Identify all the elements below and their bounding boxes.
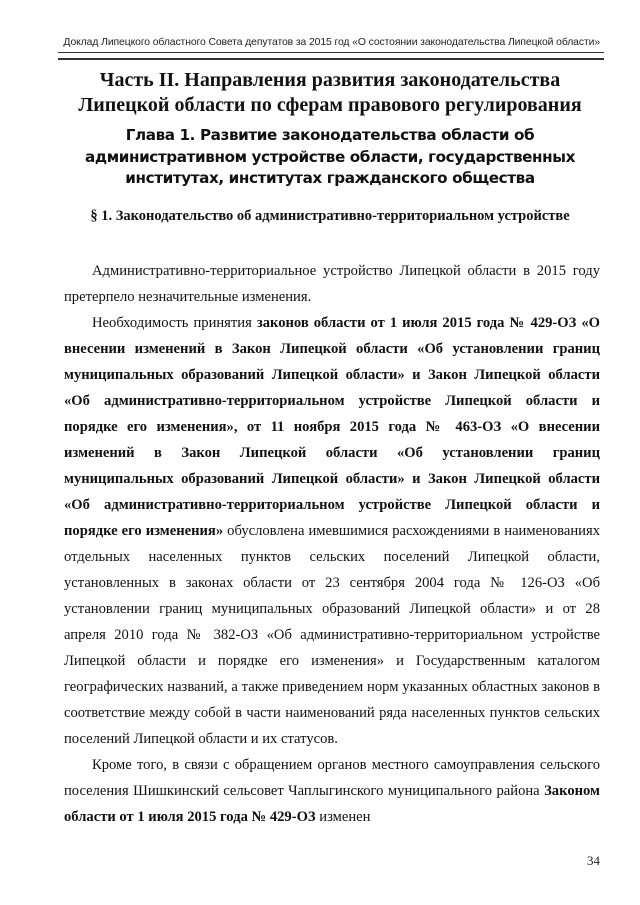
chapter-title: Глава 1. Развитие законодательства области об административном устройстве области, государственных институтах, институтах гражданского общества: [85, 126, 575, 187]
part-title: Часть II. Направления развития законодательства Липецкой области по сферам правового регулирования: [78, 69, 582, 116]
paragraph-3-rest: изменен: [315, 809, 371, 825]
section-title: § 1. Законодательство об административно-территориальном устройстве: [90, 208, 570, 224]
paragraph-3-law-bold: Законом области от 1 июля 2015 года № 429-ОЗ: [64, 783, 600, 825]
paragraph-2-rest: обусловлена имевшимися расхождениями в наименованиях отдельных населенных пунктов сельских поселений Липецкой области, установленных в законах области от 23 сентября 2004 года № 126-ОЗ «Об установлении границ муниципальных образований Липецкой области» и от 28 апреля 2010 года № 382-ОЗ «Об административно-территориальном устройстве Липецкой области и порядке его изменения» и Государственным каталогом географических названий, а также приведением норм указанных областных законов в соответствие между собой в части наименований ряда населенных пунктов сельских поселений Липецкой области и их статусов.: [64, 523, 600, 747]
paragraph-2-laws-bold: законов области от 1 июля 2015 года № 429-ОЗ «О внесении изменений в Закон Липецкой области «Об установлении границ муниципальных образований Липецкой области» и Закон Липецкой области «Об административно-территориальном устройстве Липецкой области и порядке его изменения», от 11 ноября 2015 года № 463-ОЗ «О внесении изменений в Закон Липецкой области «Об установлении границ муниципальных образований Липецкой области» и Закон Липецкой области «Об административно-территориальном устройстве Липецкой области и порядке его изменения»: [64, 315, 601, 539]
paragraph-3-lead: Кроме того, в связи с обращением органов местного самоуправления сельского поселения Шишкинский сельсовет Чаплыгинского муниципального района: [64, 757, 600, 799]
header-double-rule: [58, 52, 604, 60]
paragraph-2-lead: Необходимость принятия: [92, 315, 257, 331]
paragraph-3: [64, 752, 600, 830]
body-text: [64, 258, 600, 830]
running-header: Доклад Липецкого областного Совета депутатов за 2015 год «О состоянии законодательства Липецкой области»: [63, 37, 600, 48]
paragraph-2: [64, 310, 600, 752]
paragraph-1: Административно-территориальное устройство Липецкой области в 2015 году претерпело незначительные изменения.: [64, 263, 600, 305]
page-number: 34: [587, 853, 600, 868]
